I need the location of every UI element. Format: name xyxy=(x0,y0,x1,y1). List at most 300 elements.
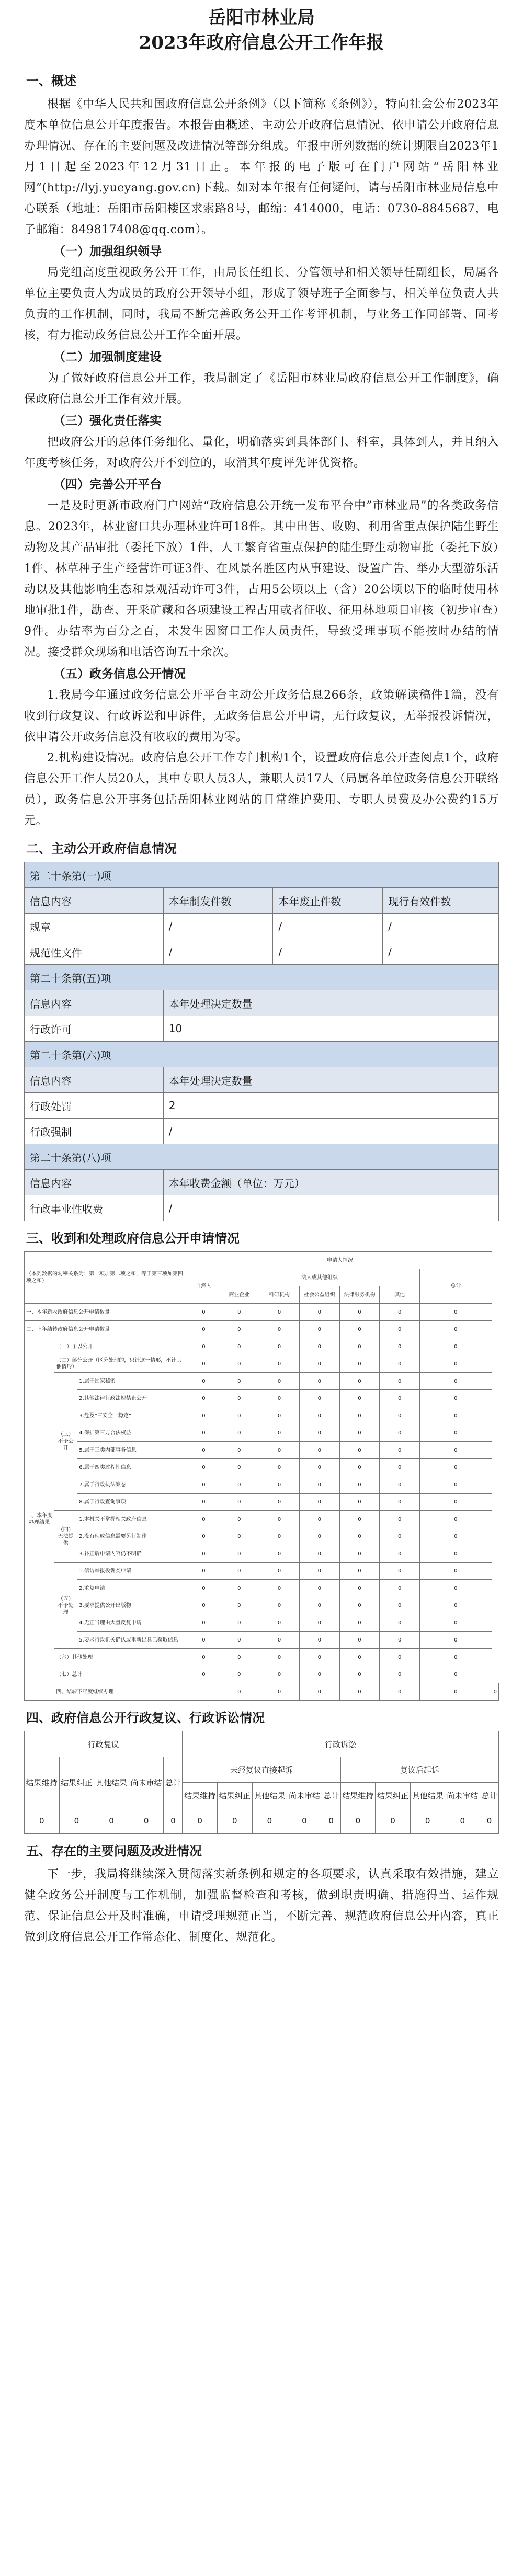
col-header: 总计 xyxy=(322,1783,340,1808)
subheading-responsibility: （三）强化责任落实 xyxy=(53,414,162,428)
cell-zero: 0 xyxy=(188,1528,219,1545)
cell-zero: 0 xyxy=(420,1563,492,1580)
row-label: 3.危及“三安全一稳定” xyxy=(77,1407,188,1424)
cell-zero: 0 xyxy=(339,1476,380,1494)
cell-zero: 0 xyxy=(299,1424,339,1442)
col-info-content: 信息内容 xyxy=(25,1170,164,1195)
cell-zero: 0 xyxy=(188,1407,219,1424)
cell-zero: 0 xyxy=(219,1528,259,1545)
cell-zero: 0 xyxy=(299,1476,339,1494)
cell-zero: 0 xyxy=(420,1304,492,1321)
cell-zero: 0 xyxy=(322,1808,340,1834)
natural-person-header: 自然人 xyxy=(188,1269,219,1304)
cell-zero: 0 xyxy=(339,1304,380,1321)
cell-zero: 0 xyxy=(376,1808,411,1834)
col-info-content: 信息内容 xyxy=(25,888,164,914)
cell-zero: 0 xyxy=(219,1459,259,1476)
cell-zero: 0 xyxy=(380,1614,420,1632)
section-review-heading: 四、政府信息公开行政复议、行政诉讼情况 xyxy=(26,1711,265,1725)
section-applications-heading: 三、收到和处理政府信息公开申请情况 xyxy=(26,1231,240,1246)
row-label: 2.没有现成信息需要另行制作 xyxy=(77,1528,188,1545)
cell-zero: 0 xyxy=(219,1373,259,1390)
cell-zero: 0 xyxy=(188,1580,219,1597)
col-header: 结果维持 xyxy=(25,1757,60,1808)
col-decisions: 本年处理决定数量 xyxy=(163,990,498,1016)
cell-zero: 0 xyxy=(380,1321,420,1338)
table-row xyxy=(25,1632,499,1649)
cell-zero: 0 xyxy=(219,1545,259,1563)
cell-zero: 0 xyxy=(339,1494,380,1511)
cell-zero: 0 xyxy=(340,1808,376,1834)
table-row xyxy=(25,1545,499,1563)
cell-zero: 0 xyxy=(259,1649,300,1666)
group-20-8: 第二十条第(八)项 xyxy=(25,1144,499,1170)
cell-zero: 0 xyxy=(420,1649,492,1666)
cell-zero: 0 xyxy=(420,1614,492,1632)
social-header: 社会公益组织 xyxy=(299,1286,339,1304)
cell-zero: 0 xyxy=(339,1649,380,1666)
cell-zero: 0 xyxy=(259,1459,300,1476)
cell-zero: 0 xyxy=(380,1407,420,1424)
cell-zero: 0 xyxy=(259,1632,300,1649)
cell-zero: 0 xyxy=(492,1683,498,1701)
subheading-disclosure: （五）政务信息公开情况 xyxy=(53,667,186,681)
cell-zero: 0 xyxy=(219,1476,259,1494)
cell-zero: 0 xyxy=(380,1683,420,1701)
cell-zero: 0 xyxy=(339,1459,380,1476)
cell-zero: 0 xyxy=(380,1442,420,1459)
fee-value: / xyxy=(163,1195,498,1221)
cell-zero: 0 xyxy=(380,1545,420,1563)
cell-zero: 0 xyxy=(339,1355,380,1373)
cell-zero: 0 xyxy=(299,1494,339,1511)
cell-zero: 0 xyxy=(188,1597,219,1614)
cell-zero: 0 xyxy=(380,1338,420,1355)
row-label: 1.信访举报投诉类申请 xyxy=(77,1563,188,1580)
cell-zero: 0 xyxy=(188,1459,219,1476)
cell-zero: 0 xyxy=(219,1494,259,1511)
table-row xyxy=(25,1338,499,1355)
section-problems-heading: 五、存在的主要问题及改进情况 xyxy=(26,1844,202,1859)
cell-zero: 0 xyxy=(380,1355,420,1373)
results-group-label: 三、本年度办理结果 xyxy=(25,1338,54,1701)
col-info-content: 信息内容 xyxy=(25,990,164,1016)
subheading-system: （二）加强制度建设 xyxy=(53,350,162,364)
table-row xyxy=(25,1614,499,1632)
row-label: 二、上年结转政府信息公开申请数量 xyxy=(25,1321,188,1338)
overview-paragraph: 根据《中华人民共和国政府信息公开条例》（以下简称《条例》），特向社会公布2023年度本单位信息公开年度报告。本报告由概述、主动公开政府信息情况、依申请公开政府信息办理情况、存在的主要问题及改进情况等部分组成。年报中所列数据的统计期限自2023年1月1日起至2023年12月31日止。本年报的电子版可在门户网站“岳阳林业网”(http://lyj.yueyang.gov.cn)下载。如对本年报有任何疑问，请与岳阳市林业局信息中心联系（地址：岳阳市岳阳楼区求索路8号，邮编：414000，电话：0730-8845687，电子邮箱：849817408@qq.com）。 xyxy=(24,98,499,236)
col-header: 总计 xyxy=(480,1783,499,1808)
col-header: 结果纠正 xyxy=(59,1757,94,1808)
cell-zero: 0 xyxy=(188,1632,219,1649)
table-corner-note: （本列数据的勾稽关系为：第一项加第二项之和，等于第三项加第四项之和） xyxy=(25,1252,188,1304)
col-header: 其他结果 xyxy=(410,1783,445,1808)
cell-zero: 0 xyxy=(259,1476,300,1494)
table-row xyxy=(25,1808,499,1834)
table-row xyxy=(25,1683,499,1701)
cell-zero: 0 xyxy=(299,1632,339,1649)
cell-zero: 0 xyxy=(217,1808,252,1834)
cell-zero: 0 xyxy=(380,1511,420,1528)
subheading-platform: （四）完善公开平台 xyxy=(53,478,162,492)
table-row xyxy=(25,1563,499,1580)
cell-zero: 0 xyxy=(287,1808,322,1834)
cell-zero: 0 xyxy=(380,1649,420,1666)
cell-zero: 0 xyxy=(219,1649,259,1666)
cell-zero: 0 xyxy=(299,1442,339,1459)
cell-zero: 0 xyxy=(219,1304,259,1321)
report-subtitle: 2023年政府信息公开工作年报 xyxy=(139,32,384,53)
cell-zero: 0 xyxy=(339,1511,380,1528)
proactive-disclosure-table xyxy=(24,862,499,1221)
cell-zero: 0 xyxy=(339,1597,380,1614)
cell-zero: 0 xyxy=(420,1528,492,1545)
cell-zero: 0 xyxy=(339,1321,380,1338)
cell-zero: 0 xyxy=(339,1632,380,1649)
row-label: （二）部分公开（区分处理的，只计这一情形，不计其他情形） xyxy=(54,1355,188,1373)
cell-zero: 0 xyxy=(299,1545,339,1563)
cell-zero: 0 xyxy=(188,1338,219,1355)
table-row xyxy=(25,1424,499,1442)
col-valid-count: 现行有效件数 xyxy=(383,888,499,914)
legal-service-header: 法律服务机构 xyxy=(339,1286,380,1304)
cell-zero: 0 xyxy=(188,1563,219,1580)
cell-zero: 0 xyxy=(299,1563,339,1580)
cell-zero: 0 xyxy=(219,1355,259,1373)
responsibility-paragraph: 把政府公开的总体任务细化、量化，明确落实到具体部门、科室，具体到人，并且纳入年度考核任务，对政府公开不到位的，取消其年度评先评优资格。 xyxy=(24,436,499,470)
col-info-content: 信息内容 xyxy=(25,1067,164,1093)
commercial-header: 商业企业 xyxy=(219,1286,259,1304)
col-header: 其他结果 xyxy=(94,1757,129,1808)
cell-zero: 0 xyxy=(188,1390,219,1407)
row-label: 8.属于行政查询事项 xyxy=(77,1494,188,1511)
table-row xyxy=(25,1321,499,1338)
total-header: 总计 xyxy=(420,1269,492,1304)
cell-zero: 0 xyxy=(420,1390,492,1407)
cell-zero: 0 xyxy=(420,1683,492,1701)
cell-zero: 0 xyxy=(339,1338,380,1355)
row-label: （七）总计 xyxy=(54,1666,188,1683)
litigation-header: 行政诉讼 xyxy=(183,1731,499,1757)
table-row xyxy=(25,1390,499,1407)
row-label: 5.要求行政机关确认或重新出具已获取信息 xyxy=(77,1632,188,1649)
cell-zero: 0 xyxy=(188,1649,219,1666)
cell-zero: 0 xyxy=(188,1494,219,1511)
cell-zero: 0 xyxy=(420,1494,492,1511)
row-label: 一、本年新收政府信息公开申请数量 xyxy=(25,1304,188,1321)
table-row xyxy=(25,1459,499,1476)
cell-zero: 0 xyxy=(420,1373,492,1390)
cell-zero: 0 xyxy=(480,1808,499,1834)
cell-zero: 0 xyxy=(259,1511,300,1528)
row-label: 1.本机关不掌握相关政府信息 xyxy=(77,1511,188,1528)
cell-zero: 0 xyxy=(259,1338,300,1355)
row-label: 2.重复申请 xyxy=(77,1580,188,1597)
cell-zero: 0 xyxy=(339,1545,380,1563)
cell-zero: 0 xyxy=(299,1407,339,1424)
cell-zero: 0 xyxy=(219,1563,259,1580)
cell-zero: 0 xyxy=(259,1390,300,1407)
cell-zero: 0 xyxy=(339,1373,380,1390)
cell-zero: 0 xyxy=(259,1683,300,1701)
cell-zero: 0 xyxy=(259,1442,300,1459)
table-row xyxy=(25,1373,499,1390)
cell-zero: 0 xyxy=(420,1511,492,1528)
cell-zero: 0 xyxy=(299,1304,339,1321)
disclosure-paragraph-2: 2.机构建设情况。政府信息公开工作专门机构1个，设置政府信息公开查阅点1个，政府信息公开工作人员20人，其中专职人员3人，兼职人员17人（局属各单位政务信息公开联络员），政务信息公开事务包括岳阳林业网站的日常维护费用、专职人员费及办公费约15万元。 xyxy=(24,751,499,827)
cell-zero: 0 xyxy=(380,1597,420,1614)
table-row xyxy=(25,1649,499,1666)
not-processed-group: （五）不予处理 xyxy=(54,1563,77,1649)
table-row xyxy=(25,1304,499,1321)
cell-zero: 0 xyxy=(188,1424,219,1442)
cell-zero: 0 xyxy=(445,1808,480,1834)
cell-zero: 0 xyxy=(188,1304,219,1321)
cell-value: / xyxy=(383,914,499,939)
cell-zero: 0 xyxy=(420,1355,492,1373)
cell-zero: 0 xyxy=(420,1597,492,1614)
cell-zero: 0 xyxy=(299,1683,339,1701)
cell-zero: 0 xyxy=(259,1597,300,1614)
cell-zero: 0 xyxy=(188,1355,219,1373)
cell-zero: 0 xyxy=(188,1511,219,1528)
cell-zero: 0 xyxy=(339,1390,380,1407)
disclosure-paragraph-1: 1.我局今年通过政务信息公开平台主动公开政务信息266条，政策解读稿件1篇，没有收到行政复议、行政诉讼和申诉件，无政务信息公开申请，无行政复议，无举报投诉情况，依申请公开政务信息没有收取的费用为零。 xyxy=(24,689,499,744)
cell-zero: 0 xyxy=(339,1563,380,1580)
research-header: 科研机构 xyxy=(259,1286,300,1304)
cell-zero: 0 xyxy=(420,1338,492,1355)
col-header: 总计 xyxy=(164,1757,183,1808)
cell-zero: 0 xyxy=(380,1563,420,1580)
organization-paragraph: 局党组高度重视政务公开工作，由局长任组长、分管领导和相关领导任副组长，局属各单位主要负责人为成员的政府公开领导小组，形成了领导班子全面参与，相关单位负责人共负责的工作机制，同时，我局不断完善政务公开工作考评机制，与业务工作同部署、同考核，有力推动政务信息公开工作全面开展。 xyxy=(24,266,499,342)
cell-zero: 0 xyxy=(299,1666,339,1683)
cell-zero: 0 xyxy=(259,1494,300,1511)
cell-zero: 0 xyxy=(183,1808,218,1834)
cell-zero: 0 xyxy=(59,1808,94,1834)
cell-zero: 0 xyxy=(299,1649,339,1666)
table-row xyxy=(25,1407,499,1424)
cell-zero: 0 xyxy=(259,1373,300,1390)
cell-zero: 0 xyxy=(339,1614,380,1632)
cell-zero: 0 xyxy=(219,1338,259,1355)
cell-zero: 0 xyxy=(339,1666,380,1683)
cell-zero: 0 xyxy=(420,1459,492,1476)
cell-zero: 0 xyxy=(380,1528,420,1545)
cell-zero: 0 xyxy=(259,1528,300,1545)
cell-zero: 0 xyxy=(259,1580,300,1597)
cell-zero: 0 xyxy=(188,1614,219,1632)
row-label: 四、结转下年度继续办理 xyxy=(54,1683,219,1701)
cell-zero: 0 xyxy=(339,1580,380,1597)
cell-value: / xyxy=(273,939,383,965)
row-admin-fee: 行政事业性收费 xyxy=(25,1195,164,1221)
col-header: 尚未审结 xyxy=(129,1757,164,1808)
cell-zero: 0 xyxy=(420,1424,492,1442)
applicant-header: 申请人情况 xyxy=(188,1252,492,1269)
row-label: （六）其他处理 xyxy=(54,1649,188,1666)
cell-zero: 0 xyxy=(219,1390,259,1407)
row-label: 2.其他法律行政法规禁止公开 xyxy=(77,1390,188,1407)
cell-zero: 0 xyxy=(299,1511,339,1528)
cell-zero: 0 xyxy=(259,1321,300,1338)
cell-zero: 0 xyxy=(259,1407,300,1424)
section-overview-heading: 一、概述 xyxy=(26,74,76,88)
cell-zero: 0 xyxy=(380,1373,420,1390)
cell-zero: 0 xyxy=(188,1476,219,1494)
cell-zero: 0 xyxy=(420,1580,492,1597)
cell-value: / xyxy=(273,914,383,939)
cell-zero: 0 xyxy=(380,1390,420,1407)
cell-zero: 0 xyxy=(380,1304,420,1321)
cell-zero: 0 xyxy=(219,1424,259,1442)
cell-zero: 0 xyxy=(188,1442,219,1459)
col-header: 结果纠正 xyxy=(376,1783,411,1808)
report-title: 岳阳市林业局 xyxy=(208,7,315,28)
cell-zero: 0 xyxy=(219,1511,259,1528)
cell-zero: 0 xyxy=(259,1563,300,1580)
col-header: 尚未审结 xyxy=(287,1783,322,1808)
cell-zero: 0 xyxy=(420,1632,492,1649)
cell-zero: 0 xyxy=(380,1476,420,1494)
cell-zero: 0 xyxy=(259,1355,300,1373)
cell-zero: 0 xyxy=(420,1442,492,1459)
review-header: 行政复议 xyxy=(25,1731,183,1757)
cell-zero: 0 xyxy=(299,1355,339,1373)
table-row xyxy=(25,1494,499,1511)
applications-table xyxy=(24,1251,499,1701)
cell-zero: 0 xyxy=(25,1808,60,1834)
not-reviewed-header: 未经复议直接起诉 xyxy=(183,1757,340,1783)
table-row xyxy=(25,1580,499,1597)
section-proactive-heading: 二、主动公开政府信息情况 xyxy=(26,841,177,856)
row-license: 行政许可 xyxy=(25,1016,164,1042)
cell-zero: 0 xyxy=(339,1528,380,1545)
cell-zero: 0 xyxy=(339,1407,380,1424)
cell-zero: 0 xyxy=(299,1321,339,1338)
cell-zero: 0 xyxy=(420,1407,492,1424)
cell-value: / xyxy=(383,939,499,965)
cell-zero: 0 xyxy=(339,1424,380,1442)
row-label: 5.属于三类内部事务信息 xyxy=(77,1442,188,1459)
table-row xyxy=(25,1597,499,1614)
group-20-6: 第二十条第(六)项 xyxy=(25,1042,499,1067)
cell-zero: 0 xyxy=(259,1666,300,1683)
cell-zero: 0 xyxy=(380,1459,420,1476)
row-label: 4.无正当理由大量反复申请 xyxy=(77,1614,188,1632)
cell-zero: 0 xyxy=(188,1545,219,1563)
cell-zero: 0 xyxy=(299,1373,339,1390)
row-penalty: 行政处罚 xyxy=(25,1093,164,1119)
table-row xyxy=(25,1476,499,1494)
row-enforcement: 行政强制 xyxy=(25,1119,164,1144)
cell-zero: 0 xyxy=(380,1632,420,1649)
cell-zero: 0 xyxy=(219,1321,259,1338)
cell-zero: 0 xyxy=(259,1545,300,1563)
cell-zero: 0 xyxy=(339,1683,380,1701)
cell-zero: 0 xyxy=(259,1424,300,1442)
review-litigation-table xyxy=(24,1731,499,1834)
cell-zero: 0 xyxy=(420,1476,492,1494)
cell-zero: 0 xyxy=(299,1390,339,1407)
row-label: 3.补正后申请内容仍不明确 xyxy=(77,1545,188,1563)
platform-paragraph: 一是及时更新市政府门户网站“政府信息公开统一发布平台中”市林业局”的各类政务信息。2023年，林业窗口共办理林业许可18件。其中出售、收购、利用省重点保护陆生野生动物及其产品审批（委托下放）1件，人工繁育省重点保护的陆生野生动物审批（委托下放）1件、林草种子生产经营许可证3件、在风景名胜区内从事建设、设置广告、举办大型游乐活动以及其他影响生态和景观活动许可3件，占用5公顷以上（含）20公顷以下的临时使用林地审批1件，勘查、开采矿藏和各项建设工程占用或者征收、征用林地项目审核（初步审查）9件。办结率为百分之百，未发生因窗口工作人员责任，导致受理事项不能按时办结的情况。接受群众现场和电话咨询五十余次。 xyxy=(24,499,499,659)
legal-entity-header: 法人或其他组织 xyxy=(219,1269,420,1286)
col-decisions: 本年处理决定数量 xyxy=(163,1067,498,1093)
cell-zero: 0 xyxy=(219,1580,259,1597)
cell-zero: 0 xyxy=(219,1666,259,1683)
cell-zero: 0 xyxy=(299,1580,339,1597)
col-made-count: 本年制发件数 xyxy=(163,888,273,914)
col-header: 尚未审结 xyxy=(445,1783,480,1808)
cell-zero: 0 xyxy=(299,1459,339,1476)
other-header: 其他 xyxy=(380,1286,420,1304)
table-row xyxy=(25,1355,499,1373)
problems-paragraph: 下一步，我局将继续深入贯彻落实新条例和规定的各项要求，认真采取有效措施，建立健全政务公开制度与工作机制，加强监督检查和考核，做到职责明确、措施得当、运作规范、保证信息公开及时准确，申请受理规范正当，不断完善、规范政府信息公开内容，真正做到政府信息公开工作常态化、制度化、规范化。 xyxy=(24,1868,499,1944)
group-20-1: 第二十条第(一)项 xyxy=(25,862,499,888)
not-disclosed-group: （三）不予公开 xyxy=(54,1373,77,1511)
row-label: （一）予以公开 xyxy=(54,1338,188,1355)
table-row xyxy=(25,1442,499,1459)
cell-zero: 0 xyxy=(219,1632,259,1649)
col-header: 结果纠正 xyxy=(217,1783,252,1808)
cell-zero: 0 xyxy=(380,1494,420,1511)
cell-zero: 0 xyxy=(339,1442,380,1459)
cell-zero: 0 xyxy=(129,1808,164,1834)
cell-zero: 0 xyxy=(219,1683,259,1701)
row-label: 7.属于行政执法案卷 xyxy=(77,1476,188,1494)
cell-zero: 0 xyxy=(188,1666,219,1683)
cell-zero: 0 xyxy=(299,1338,339,1355)
table-row xyxy=(25,1528,499,1545)
row-label: 6.属于四类过程性信息 xyxy=(77,1459,188,1476)
col-abolished-count: 本年废止件数 xyxy=(273,888,383,914)
cell-zero: 0 xyxy=(259,1614,300,1632)
row-rules: 规章 xyxy=(25,914,164,939)
cell-zero: 0 xyxy=(259,1304,300,1321)
cell-zero: 0 xyxy=(188,1321,219,1338)
cell-zero: 0 xyxy=(219,1442,259,1459)
cell-zero: 0 xyxy=(94,1808,129,1834)
group-20-5: 第二十条第(五)项 xyxy=(25,965,499,990)
row-normative-docs: 规范性文件 xyxy=(25,939,164,965)
cell-zero: 0 xyxy=(380,1580,420,1597)
cell-zero: 0 xyxy=(219,1614,259,1632)
row-label: 1.属于国家秘密 xyxy=(77,1373,188,1390)
col-fee-amount: 本年收费金额（单位：万元） xyxy=(163,1170,498,1195)
cell-zero: 0 xyxy=(188,1373,219,1390)
cell-zero: 0 xyxy=(219,1597,259,1614)
cell-zero: 0 xyxy=(420,1321,492,1338)
cell-zero: 0 xyxy=(380,1424,420,1442)
subheading-organization: （一）加强组织领导 xyxy=(53,245,162,258)
col-header: 其他结果 xyxy=(252,1783,287,1808)
cell-zero: 0 xyxy=(299,1597,339,1614)
cell-zero: 0 xyxy=(219,1407,259,1424)
cell-zero: 0 xyxy=(299,1614,339,1632)
table-row xyxy=(25,1666,499,1683)
row-label: 4.保护第三方合法权益 xyxy=(77,1424,188,1442)
col-header: 结果维持 xyxy=(340,1783,376,1808)
cannot-provide-group: （四）无法提供 xyxy=(54,1511,77,1563)
cell-zero: 0 xyxy=(380,1666,420,1683)
cell-zero: 0 xyxy=(164,1808,183,1834)
cell-zero: 0 xyxy=(420,1545,492,1563)
cell-zero: 0 xyxy=(410,1808,445,1834)
col-header: 结果维持 xyxy=(183,1783,218,1808)
cell-value: / xyxy=(163,939,273,965)
cell-zero: 0 xyxy=(252,1808,287,1834)
cell-value: / xyxy=(163,914,273,939)
